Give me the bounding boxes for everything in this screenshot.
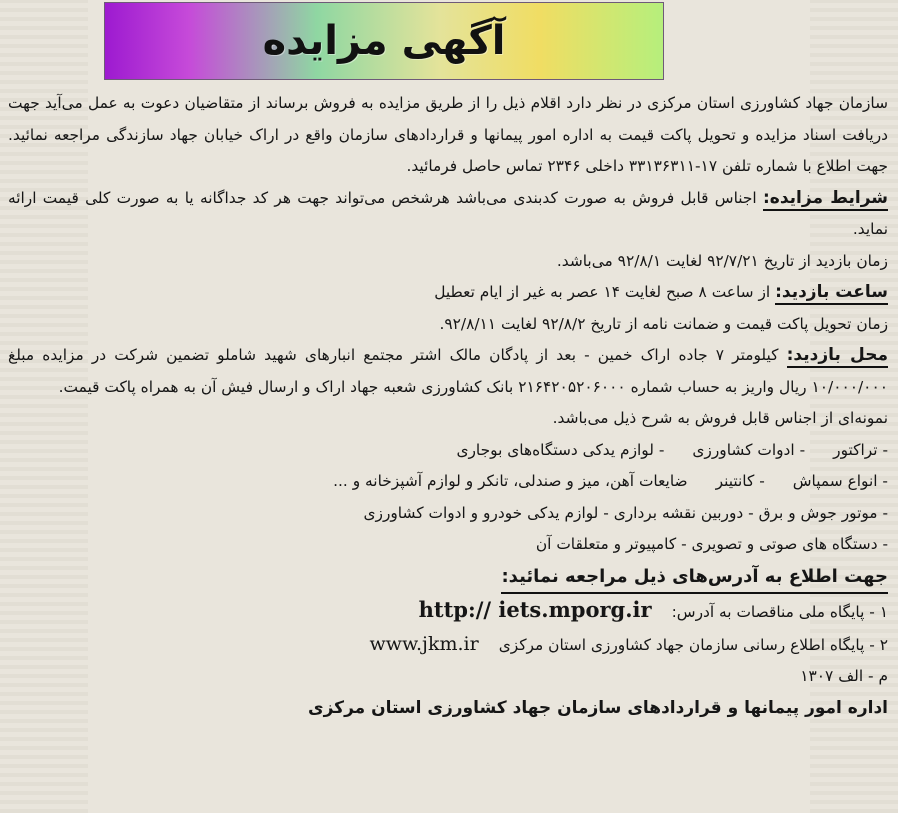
list-item (8, 529, 888, 561)
items-list (8, 435, 888, 561)
reference-number: م - الف ۱۳۰۷ (800, 667, 888, 685)
iets-link[interactable]: http:// iets.mporg.ir (418, 597, 652, 622)
item-text: - لوازم یدکی دستگاه‌های بوجاری (456, 440, 665, 459)
info-line-1-label: ۱ - پایگاه ملی مناقصات به آدرس: (671, 603, 888, 621)
title-banner (104, 2, 664, 80)
info-line-1 (8, 594, 888, 629)
delivery-period: زمان تحویل پاکت قیمت و ضمانت نامه از تاریخ ۹۲/۸/۲ لغایت ۹۲/۸/۱۱. (439, 314, 888, 333)
item-text: - ادوات کشاورزی (692, 440, 806, 459)
conditions-paragraph (8, 183, 888, 246)
ad-body (8, 88, 888, 724)
info-heading: جهت اطلاع به آدرس‌های ذیل مراجعه نمائید: (501, 561, 888, 595)
item-text: ضایعات آهن، میز و صندلی، تانکر و لوازم آشپزخانه و ... (333, 472, 688, 490)
visit-place-text: کیلومتر ۷ جاده اراک خمین - بعد از پادگان مالک اشتر مجتمع انبارهای شهید شاملو تضمین شرکت در مزایده مبلغ ۱۰/۰۰۰/۰۰۰ ریال واریز به حساب شماره ۲۱۶۴۲۰۵۲۰۶۰۰۰ بانک کشاورزی شعبه جهاد اراک و ارسال فیش آن به همراه پاکت قیمت. (8, 346, 888, 396)
list-item (8, 466, 888, 498)
visit-period: زمان بازدید از تاریخ ۹۲/۷/۲۱ لغایت ۹۲/۸/۱ می‌باشد. (556, 251, 888, 270)
info-line-2 (8, 629, 888, 662)
visit-hours-paragraph (8, 277, 888, 309)
visit-hours-text: از ساعت ۸ صبح لغایت ۱۴ عصر به غیر از ایام تعطیل (434, 283, 771, 301)
list-item (8, 498, 888, 530)
visit-place-paragraph (8, 340, 888, 403)
info-heading-row (8, 561, 888, 595)
item-text: - تراکتور (833, 440, 888, 459)
page-title: آگهی مزایده (262, 18, 506, 64)
intro-paragraph: سازمان جهاد کشاورزی استان مرکزی در نظر دارد اقلام ذیل را از طریق مزایده به فروش برساند از متقاضیان دعوت به عمل می‌آید جهت دریافت اسناد مزایده و تحویل پاکت قیمت به اداره امور پیمانها و قراردادهای سازمان واقع در اراک خیابان جهاد سازندگی مراجعه نمائید. جهت اطلاع با شماره تلفن ۱۷-۳۳۱۳۶۳۱۱ داخلی ۲۳۴۶ تماس حاصل فرمائید. (8, 94, 888, 175)
info-line-2-label: ۲ - پایگاه اطلاع رسانی سازمان جهاد کشاورزی استان مرکزی (498, 635, 888, 654)
list-item (8, 435, 888, 467)
item-text: - کانتینر (715, 472, 765, 490)
item-text: - انواع سمپاش (792, 472, 888, 490)
jkm-link[interactable]: www.jkm.ir (369, 632, 479, 655)
visit-place-heading: محل بازدید: (787, 345, 888, 368)
item-text: - موتور جوش و برق - دوربین نقشه برداری - لوازم یدکی خودرو و ادوات کشاورزی (363, 503, 888, 522)
samples-intro: نمونه‌ای از اجناس قابل فروش به شرح ذیل می‌باشد. (552, 409, 888, 427)
conditions-heading: شرایط مزایده: (763, 188, 888, 211)
footer-signature: اداره امور پیمانها و قراردادهای سازمان جهاد کشاورزی استان مرکزی (308, 697, 888, 718)
item-text: - دستگاه های صوتی و تصویری - کامپیوتر و متعلقات آن (535, 535, 888, 553)
visit-hours-heading: ساعت بازدید: (775, 282, 888, 305)
conditions-text: اجناس قابل فروش به صورت کدبندی می‌باشد هرشخص می‌تواند جهت هر کد جداگانه یا به صورت کلی قیمت ارائه نماید. (8, 188, 888, 238)
